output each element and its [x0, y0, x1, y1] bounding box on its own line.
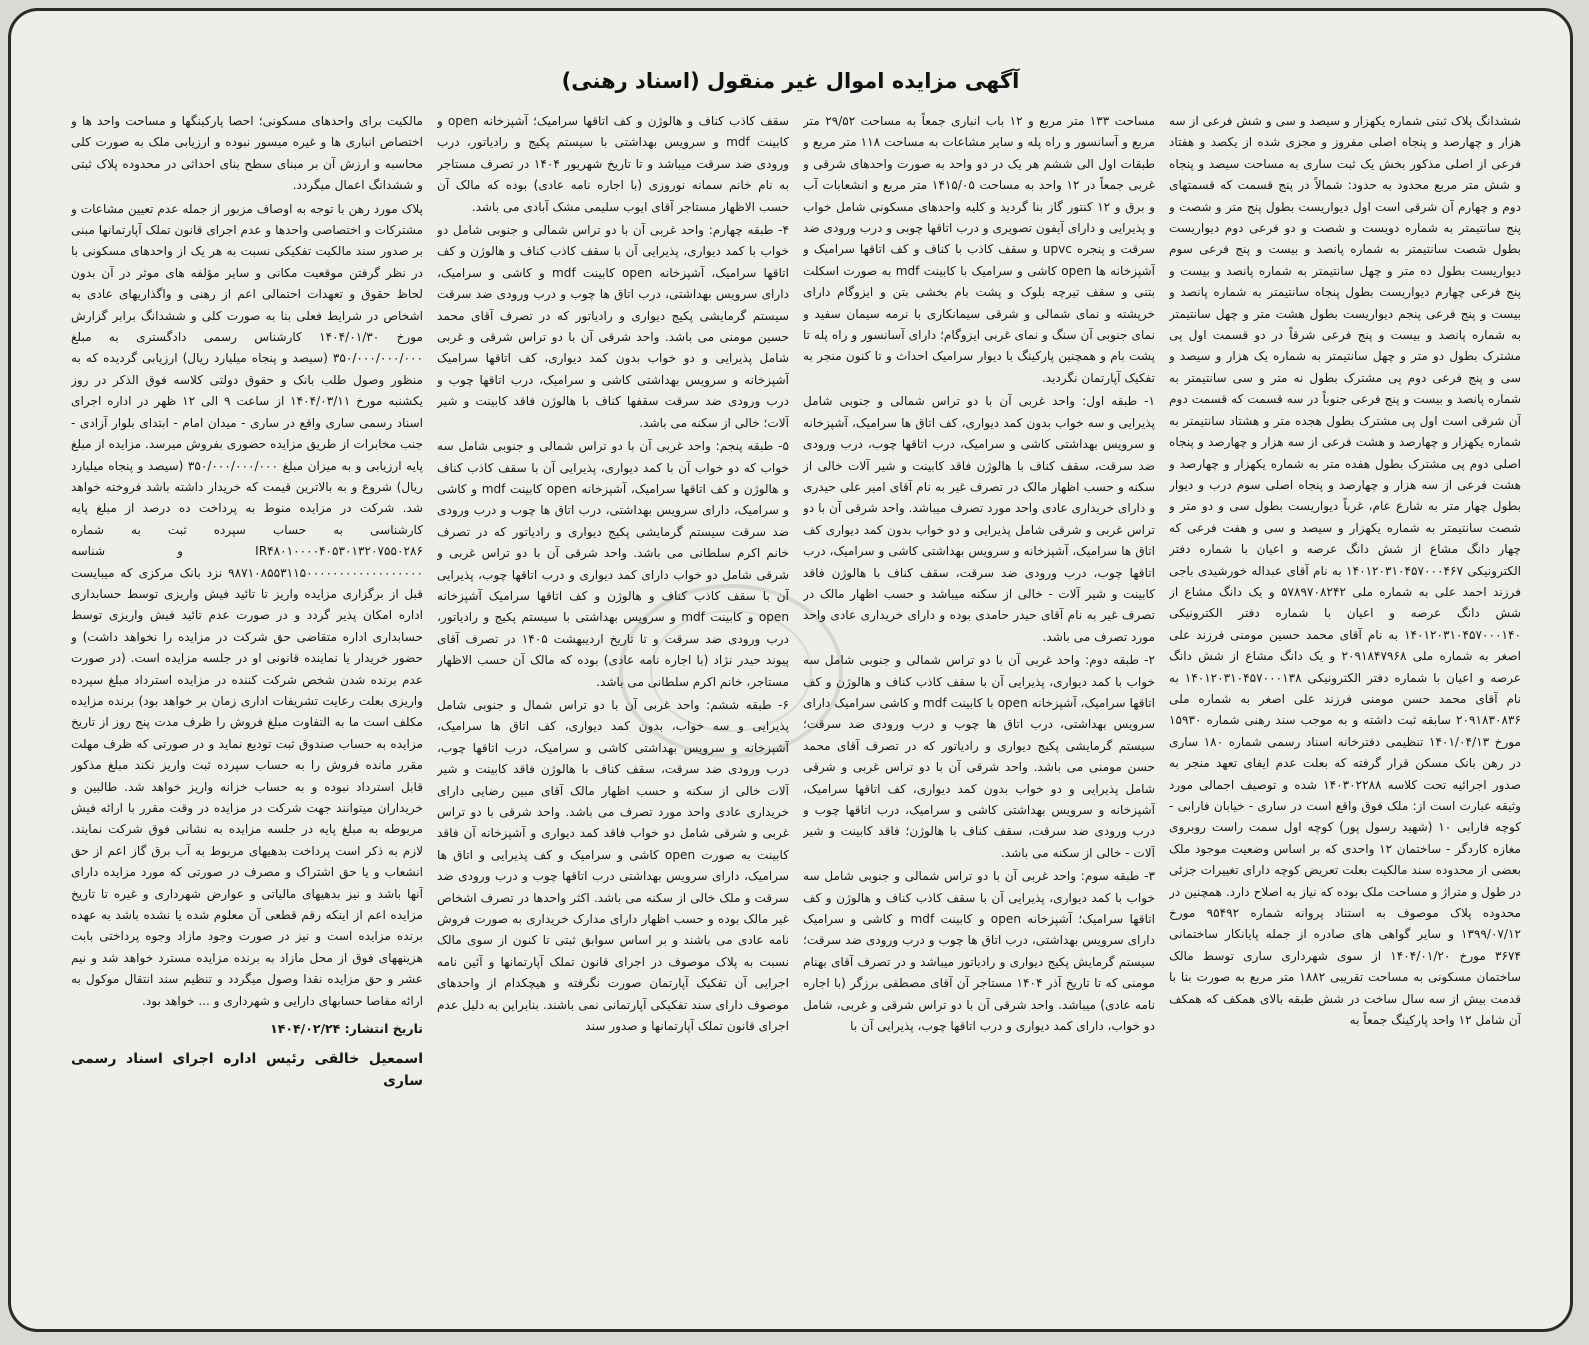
paragraph: ۵- طبقه پنجم: واحد غربی آن با دو تراس شمالی و جنوبی شامل سه خواب که دو خواب آن با کمد دیواری، پذیرایی آن با سقف کاذب کناف و هالوژن و کف اتاقها سرامیک، آشپزخانه open کابینت mdf و کاشی و سرامیک، دارای سرویس بهداشتی، درب اتاق ها چوب و درب ورودی ضد سرقت سیستم گرمایشی پکیج دیواری و رادیاتور که در تصرف خانم اکرم سلطانی می باشد. واحد شرقی آن با دو تراس غربی و شرقی شامل دو خواب دارای کمد دیواری و درب اتاقها چوب، پذیرایی آن با سقف کاذب کناف و هالوژن و کف اتاقها سرامیک آشپزخانه open و کابینت mdf و سرویس بهداشتی با سیستم پکیج و رادیاتور، درب ورودی ضد سرقت و تا تاریخ اردیبهشت ۱۴۰۵ در تصرف آقای پیوند حیدر نژاد (با اجاره نامه عادی) بوده که مالک آن حسب الاظهار مستاجر، خانم اکرم سلطانی می باشد. — [437, 439, 789, 689]
column-3 — [437, 111, 789, 1326]
paragraph: ۳- طبقه سوم: واحد غربی آن با دو تراس شمالی و جنوبی شامل سه خواب با کمد دیواری، پذیرایی آن با سقف کاذب کناف و هالوژن و کف اتاقها سرامیک؛ آشپزخانه open و کابینت mdf و کاشی و سرامیک دارای سرویس بهداشتی، درب اتاق ها چوب و درب ورودی ضد سرقت؛ سیستم گرمایش پکیج دیواری و رادیاتور میباشد و در تصرف آقای بهنام مومنی که تا تاریخ آذر ۱۴۰۴ مستاجر آن آقای مصطفی برزگر (با اجاره نامه عادی) میباشد. واحد شرقی آن با دو تراس شرقی و غربی، شامل دو خواب، دارای کمد دیواری و درب اتاقها چوب، پذیرایی آن با — [803, 869, 1155, 1034]
column-2 — [803, 111, 1155, 1326]
publication-date: تاریخ انتشار: ۱۴۰۴/۰۲/۲۴ — [270, 1021, 423, 1037]
paragraph: مساحت ۱۳۳ متر مربع و ۱۲ باب انباری جمعاً به مساحت ۲۹/۵۲ متر مربع و آسانسور و راه پله و سایر مشاعات به مساحت ۱۱۸ متر مربع و طبقات اول الی ششم هر یک در دو واحد به صورت واحدهای شرقی و غربی جمعاً در ۱۲ واحد به مساحت ۱۴۱۵/۰۵ متر مربع و انشعابات آب و برق و ۱۲ کنتور گاز بنا گردید و کلیه واحدهای مسکونی شامل خواب و پذیرایی و دارای آیفون تصویری و درب اتاقها چوبی و درب ورودی ضد سرقت و پنجره upvc و سقف کاذب با کناف و کف اتاقها سرامیک و آشپزخانه ها open کاشی و سرامیک با کابینت mdf به صورت اسکلت بتنی و سقف تیرچه بلوک و پشت بام بخشی بتن و ایزوگام دارای خرپشته و نمای شمالی و شرقی سیمانکاری با نرمه سیمان سفید و نمای جنوبی آن سنگ و نمای غربی ایزوگام؛ دارای آسانسور و راه پله تا پشت بام و همچنین پارکینگ با دیوار سرامیک احداث و تا کنون منجر به تفکیک آپارتمان نگردید. — [803, 114, 1155, 385]
paragraph: مالکیت برای واحدهای مسکونی؛ احصا پارکینگها و مساحت واحد ها و اختصاص انباری ها و غیره میسور نبوده و ارزیابی ملک به صورت کلی محاسبه و ارزش آن بر مبنای سطح بنای احداثی در محدوده پلاک ثبتی و ششدانگ اعمال میگردد. — [71, 114, 423, 193]
newspaper-clipping — [8, 8, 1573, 1332]
signature-line: اسمعیل خالقی رئیس اداره اجرای اسناد رسمی ساری — [71, 1051, 423, 1089]
column-1 — [1169, 111, 1521, 1326]
paragraph: ۶- طبقه ششم: واحد غربی آن با دو تراس شمال و جنوبی شامل پذیرایی و سه خواب، بدون کمد دیواری، کف اتاق ها سرامیک، آشپزخانه و سرویس بهداشتی کاشی و سرامیک، درب اتاقها چوب، درب ورودی ضد سرقت، سقف کناف با هالوژن فاقد کابینت و شیر آلات خالی از سکنه و حسب اظهار مالک آقای مبین رضایی دارای خریداری عادی واحد مورد تصرف می باشد. واحد شرقی با دو تراس غربی و شرقی شامل دو خواب فاقد کمد دیواری و آشپزخانه آن فاقد کابینت به صورت open کاشی و سرامیک و کف پذیرایی و اتاق ها سرامیک، دارای سرویس بهداشتی درب اتاقها چوب و درب ورودی ضد سرقت و ملک خالی از سکنه می باشد. اکثر واحدها در تصرف اشخاص غیر مالک بوده و حسب اظهار دارای مدارک خریداری به صورت فروش نامه عادی می باشند و بر اساس سوابق ثبتی تا کنون از سوی مالک نسبت به پلاک موصوف در اجرای قانون تملک آپارتمانها و آئین نامه اجرایی آن تفکیک آپارتمان صورت نگرفته و هیچکدام از واحدهای موصوف دارای سند تفکیکی آپارتمانی نمی باشند. بنابراین به دلیل عدم اجرای قانون تملک آپارتمانها و صدور سند — [437, 697, 789, 1034]
paragraph: ۴- طبقه چهارم: واحد غربی آن با دو تراس شمالی و جنوبی شامل دو خواب با کمد دیواری، پذیرایی آن با سقف کاذب کناف و هالوژن و کف اتاقها سرامیک، آشپزخانه open کابینت mdf و کاشی و سرامیک، دارای سرویس بهداشتی، درب اتاق ها چوب و درب ورودی ضد سرقت سیستم گرمایشی پکیج دیواری و رادیاتور که در تصرف آقای محمد حسین مومنی می باشد. واحد شرقی آن با دو تراس شرقی و غربی شامل پذیرایی و دو خواب بدون کمد دیواری، کف اتاقها سرامیک آشپزخانه و سرویس بهداشتی کاشی و سرامیک، درب اتاقها چوب و درب ورودی ضد سرقت سقفها کناف با هالوژن فاقد کابینت و شیر آلات؛ خالی از سکنه می باشد. — [437, 223, 789, 430]
paragraph: ۱- طبقه اول: واحد غربی آن با دو تراس شمالی و جنوبی شامل پذیرایی و سه خواب بدون کمد دیواری، کف اتاق ها سرامیک، آشپزخانه و سرویس بهداشتی کاشی و سرامیک، درب اتاقها چوب، درب ورودی ضد سرقت، سقف کناف با هالوژن فاقد کابینت و شیر آلات خالی از سکنه و حسب اظهار مالک در تصرف غیر به نام آقای امیر علی حیدری و دارای خریداری عادی واحد مورد تصرف میباشد. واحد شرقی آن با دو تراس غربی و شرقی شامل پذیرایی و دو خواب بدون کمد دیواری کف اتاق ها سرامیک، آشپزخانه و سرویس بهداشتی کاشی و سرامیک، درب اتاقها چوب، درب ورودی ضد سرقت، سقف کناف با هالوژن فاقد کابینت و شیر آلات - خالی از سکنه میباشد و حسب اظهار مالک در تصرف غیر به نام آقای حیدر حامدی بوده و دارای خریداری عادی واحد مورد تصرف می باشد. — [803, 394, 1155, 644]
paragraph: ششدانگ پلاک ثبتی شماره یکهزار و سیصد و سی و شش فرعی از سه هزار و چهارصد و پنجاه اصلی مفروز و مجزی شده از یکصد و هفتاد فرعی از اصلی مذکور بخش یک ثبت ساری به مساحت سیصد و پنجاه و شش متر مربع محدود به حدود: شمالاً در پنج قسمت که قسمتهای دوم و چهارم آن شرقی است اول دیواریست بطول پنج متر و شصت و پنج سانتیمتر به شماره دویست و شصت و دو فرعی دوم دیواریست بطول شصت سانتیمتر به شماره پانصد و بیست و پنج فرعی سوم دیواریست بطول ده متر و چهل سانتیمتر به شماره پانصد و بیست و پنج فرعی چهارم دیواریست بطول پنجاه سانتیمتر به شماره پانصد و بیست و پنج فرعی پنجم دیواریست بطول هشت متر و چهل سانتیمتر به شماره پانصد و بیست و پنج فرعی شرقاً در دو قسمت اول پی مشترک بطول دو متر و چهل سانتیمتر به شماره یک هزار و سیصد و سی و پنج فرعی دوم پی مشترک بطول نه متر و سی سانتیمتر به شماره پانصد و بیست و پنج فرعی جنوباً در سه قسمت که قسمت دوم آن شرقی است اول پی مشترک بطول هجده متر و هشتاد سانتیمتر به شماره یکهزار و چهارصد و هشت فرعی از سه هزار و چهارصد و پنجاه اصلی دوم پی مشترک بطول هفده متر به شماره یکهزار و چهارصد و هشت فرعی از سه هزار و چهارصد و پنجاه اصلی سوم درب و دیوار بطول چهار متر به شارع عام، غرباً دیواریست بطول سی و دو متر و شصت سانتیمتر به شماره یکهزار و سیصد و سی و هفت فرعی که چهار دانگ مشاع از شش دانگ عرصه و اعیان با شماره دفتر الکترونیکی ۱۴۰۱۲۰۳۱۰۴۵۷۰۰۰۴۶۷ به نام آقای عبداله خورشیدی باجی فرزند احمد علی به شماره ملی ۵۷۸۹۷۰۸۲۴۲ و یک دانگ مشاع از شش دانگ عرصه و اعیان با شماره دفتر الکترونیکی ۱۴۰۱۲۰۳۱۰۴۵۷۰۰۰۱۴۰ به نام آقای محمد حسین مومنی فرزند علی اصغر به شماره ملی ۲۰۹۱۸۴۷۹۶۸ و یک دانگ مشاع از شش دانگ عرصه و اعیان با شماره دفتر الکترونیکی ۱۴۰۱۲۰۳۱۰۴۵۷۰۰۰۱۳۸ به نام آقای محمد حسن مومنی فرزند علی اصغر به شماره ملی ۲۰۹۱۸۳۰۸۳۶ سابقه ثبت داشته و به موجب سند رهنی شماره ۱۵۹۳۰ مورخ ۱۴۰۱/۰۴/۱۳ تنظیمی دفترخانه اسناد رسمی شماره ۱۸۰ ساری در رهن بانک مسکن قرار گرفته که بعلت عدم ایفای تعهد منجر به صدور اجرائیه تحت کلاسه ۱۴۰۳۰۲۲۸۸ شده و توصیف اجمالی مورد وثیقه عبارت است از: ملک فوق واقع است در ساری - خیابان فارابی - کوچه فارابی ۱۰ (شهید رسول پور) کوچه اول سمت راست روبروی مغازه کاردگر - ساختمان ۱۲ واحدی که بر اساس وضعیت موجود ملک بعضی از محدوده سند مالکیت بعلت تعریض کوچه دارای تغییرات جزئی در طول و متراژ و مساحت ملک بوده که نیاز به اصلاح دارد. همچنین در محدوده پلاک موصوف به استناد پروانه شماره ۹۵۴۹۲ مورخ ۱۳۹۹/۰۷/۱۲ و سایر گواهی های صادره از جمله پایانکار ساختمانی ۳۶۷۴ مورخ ۱۴۰۴/۰۱/۲۰ از سوی شهرداری ساری توسط مالک ساختمان مسکونی به مساحت تقریبی ۱۸۸۲ متر مربع به صورت بنا با قدمت بیش از سه سال ساخت در شش طبقه بالای همکف که همکف آن شامل ۱۲ واحد پارکینگ جمعاً به — [1169, 114, 1521, 1028]
notice-title: آگهی مزایده اموال غیر منقول (اسناد رهنی) — [561, 69, 1020, 93]
column-4 — [71, 111, 423, 1326]
notice-body — [71, 111, 1521, 1326]
paragraph: ۲- طبقه دوم: واحد غربی آن با دو تراس شمالی و جنوبی شامل سه خواب با کمد دیواری، پذیرایی آن با سقف کاذب کناف و هالوژن و کف اتاقها سرامیک، آشپزخانه open با کابینت mdf و کاشی سرامیک دارای سرویس بهداشتی، درب اتاق ها چوب و درب ورودی ضد سرقت؛ سیستم گرمایشی پکیج دیواری و رادیاتور که در تصرف آقای محمد حسن مومنی می باشد. واحد شرقی آن با دو تراس غربی و شرقی شامل پذیرایی و دو خواب بدون کمد دیواری، کف اتاقها سرامیک، آشپزخانه و سرویس بهداشتی کاشی و سرامیک، درب اتاقها چوب و درب ورودی ضد سرقت، سقف کناف با هالوژن؛ فاقد کابینت و شیر آلات - خالی از سکنه می باشد. — [803, 653, 1155, 860]
paragraph: پلاک مورد رهن با توجه به اوصاف مزبور از جمله عدم تعیین مشاعات و مشترکات و اختصاصی واحدها و عدم اجرای قانون تملک آپارتمانها مبنی بر صدور سند مالکیت تفکیکی نسبت به هر یک از واحدهای مسکونی با در نظر گرفتن موقعیت مکانی و سایر مؤلفه های موثر در آن بدون لحاظ حقوق و تعهدات احتمالی اعم از رهنی و واگذاریهای عادی به اشخاص در شرایط فعلی بنا به صورت کلی و ششدانگ برابر گزارش مورخ ۱۴۰۴/۰۱/۳۰ کارشناس رسمی دادگستری به مبلغ ۳۵۰/۰۰۰/۰۰۰/۰۰۰ (سیصد و پنجاه میلیارد ریال) ارزیابی گردیده که به منظور وصول طلب بانک و حقوق دولتی کلاسه فوق الذکر در روز یکشنبه مورخ ۱۴۰۴/۰۳/۱۱ از ساعت ۹ الی ۱۲ ظهر در اداره اجرای اسناد رسمی ساری واقع در ساری - میدان امام - ابتدای بلوار آزادی - جنب مخابرات از طریق مزایده حضوری بفروش میرسد. مزایده از مبلغ پایه ارزیابی و به میزان مبلغ ۳۵۰/۰۰۰/۰۰۰/۰۰۰ (سیصد و پنجاه میلیارد ریال) شروع و به بالاترین قیمت که خریدار داشته باشد فروخته خواهد شد. شرکت در مزایده منوط به پرداخت ده درصد از مبلغ پایه کارشناسی به حساب سپرده ثبت به شماره IR۴۸۰۱۰۰۰۰۴۰۵۳۰۱۳۲۰۷۵۵۰۲۸۶ و شناسه ۹۸۷۱۰۸۵۵۳۱۱۵۰۰۰۰۰۰۰۰۰۰۰۰۰۰۰۰۰۰ نزد بانک مرکزی که میبایست قبل از برگزاری مزایده واریز تا تائید فیش واریزی توسط حسابداری اداره امکان پذیر گردد و در صورت عدم تائید فیش واریزی توسط حسابداری اداره متقاضی حق شرکت در مزایده را نخواهد داشت) و حضور خریدار یا نماینده قانونی او در جلسه مزایده است. (در صورت عدم برنده شدن شخص شرکت کننده در مزایده استرداد مبلغ سپرده واریزی بعلت رعایت تشریفات اداری زمان بر خواهد بود) برنده مزایده مکلف است ما به التفاوت مبلغ فروش را ظرف مدت پنج روز از تاریخ مزایده به حساب صندوق ثبت تودیع نماید و در صورتی که ظرف مهلت مقرر مانده فروش را به حساب سپرده ثبت واریز نکند مبلغ مذکور قابل استرداد نبوده و به حساب خزانه واریز خواهد شد. طالبین و خریداران میتوانند جهت شرکت در مزایده در وقت مقرر با ارائه فیش مربوطه به مبلغ پایه در جلسه مزایده به نشانی فوق شرکت نمایند. لازم به ذکر است پرداخت بدهیهای مربوط به آب برق گاز اعم از حق انشعاب و یا حق اشتراک و مصرف در صورتی که مورد مزایده دارای آنها باشد و نیز بدهیهای مالیاتی و عوارض شهرداری و غیره تا تاریخ مزایده اعم از اینکه رقم قطعی آن معلوم شده یا نشده باشد به عهده برنده مزایده است و نیز در صورت وجود مازاد وجوه پرداختی بابت هزینههای فوق از محل مازاد به برنده مزایده مسترد خواهد شد و نیم عشر و حق مزایده نقدا وصول میگردد و تنظیم سند انتقال موکول به ارائه مفاصا حسابهای دارایی و شهرداری و ... خواهد بود. — [71, 201, 423, 1008]
paragraph: سقف کاذب کناف و هالوژن و کف اتاقها سرامیک؛ آشپزخانه open و کابینت mdf و سرویس بهداشتی با سیستم پکیج و رادیاتور، درب ورودی ضد سرقت میباشد و تا تاریخ شهریور ۱۴۰۴ در تصرف مستاجر به نام خانم سمانه نوروزی (با اجاره نامه عادی) بوده که مالک آن حسب الاظهار مستاجر آقای ایوب سلیمی مشک آبادی می باشد. — [437, 114, 789, 214]
